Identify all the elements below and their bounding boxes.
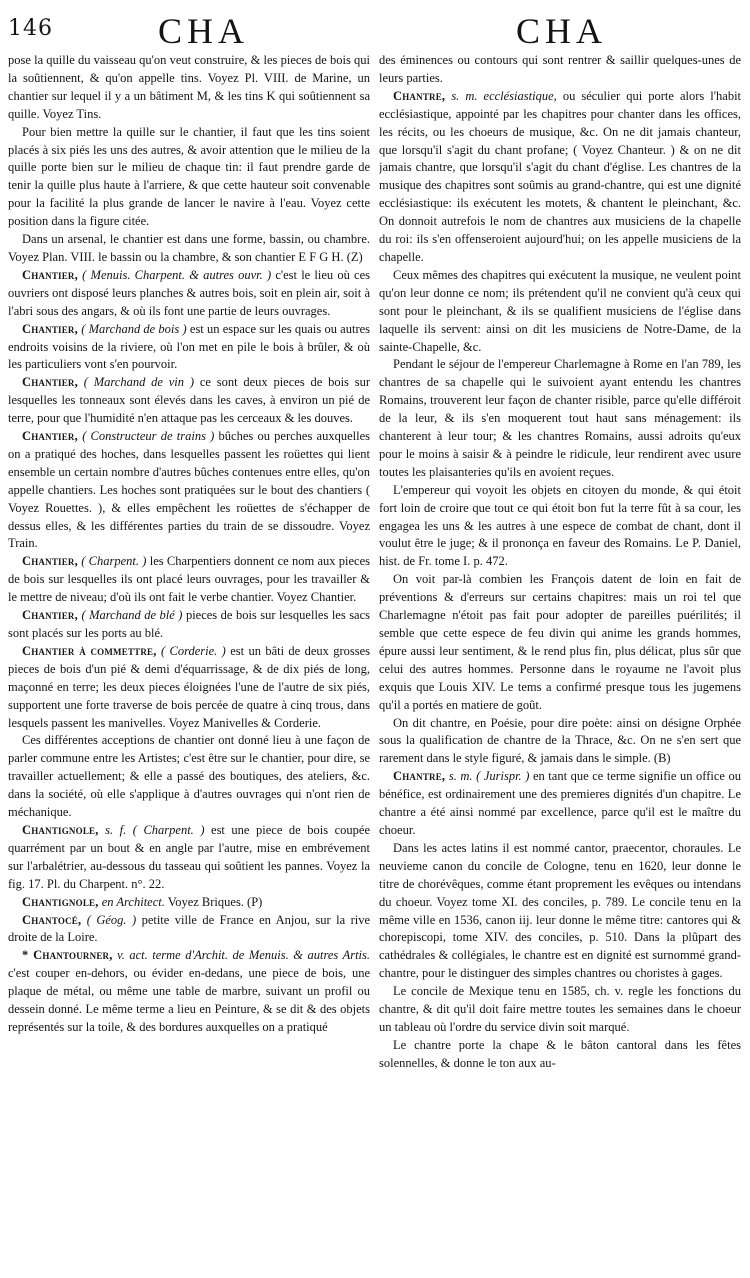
entry-headword: Chantocé, [22,912,82,927]
entry-headword: Chantier à commettre, [22,643,157,658]
page-header [0,0,750,52]
entry-domain: s. f. ( Charpent. ) [105,822,205,837]
entry-domain: ( Marchand de blé ) [81,608,183,623]
dictionary-entry [379,88,741,267]
entry-text: c'est le lieu où ces ouvriers ont disposé leurs planches & autres bois, soit en plein air, soit à l'abri sous des angars, & où ils font une partie de leurs ouvrages. [8,267,370,318]
entry-domain: ( Marchand de vin ) [83,375,194,390]
entry-domain: ( Corderie. ) [160,643,226,658]
entry-text: Le chantre porte la chape & le bâton cantoral dans les fêtes solennelles, & donne le ton aux au- [379,1037,741,1070]
entry-text: petite ville de France en Anjou, sur la rive droite de la Loire. [8,912,370,945]
running-head-left: CHA [158,11,250,51]
paragraph [8,52,370,124]
entry-text: On voit par-là combien les François datent de loin en fait de préventions & d'erreurs sur certains chapitres: mais un roi tel que Charlemagne n'étoit pas fait pour adopter de pareilles puérilités; il semble que cette espece de feu divin qui anime les grands hommes, épure aussi leur sentiment, & le rend plus fin, plus délicat, plus sûr que celui des autres hommes. Personne dans le royaume ne l'avoit plus exquis que Louis XIV. Le tems a confirmé presque tous les jugemens qu'il a portés en matiere de goût. [379,572,741,712]
entry-domain: ( Marchand de bois ) [81,321,187,336]
entry-text: est un bâti de deux grosses pieces de bois d'un pié & demi d'équarrissage, & de dix piés de long, maçonné en terre; les deux pieces éloignées l'une de l'autre de six piés, supportent une forte traverse de bois percée de quatre à cinq trous, dans lesquels passent les manivelles. Voyez Manivelles & Corderie. [8,643,370,730]
dictionary-entry [379,768,741,840]
entry-text: pieces de bois sur lesquelles les sacs sont placés sur les ports au blé. [8,608,370,640]
paragraph [379,356,741,481]
entry-text: des éminences ou contours qui sont rentrer & saillir quelques-unes de leurs parties. [379,53,741,85]
entry-text: L'empereur qui voyoit les objets en citoyen du monde, & qui étoit fort loin de croire que tout ce qui étoit bon fut la terre fût à sa cour, les engagea les uns & les autres à une espece de combat de chant, dont il voulut être le juge; & il prononça en faveur des Romains. Le P. Daniel, hist. de Fr. tome I. p. 472. [379,482,741,569]
paragraph [379,983,741,1037]
dictionary-entry [8,428,370,553]
entry-headword: Chantre, [393,769,446,784]
dictionary-entry [8,374,370,428]
dictionary-entry [8,553,370,607]
entry-domain: ( Menuis. Charpent. & autres ouvr. ) [82,267,272,282]
entry-headword: Chantier, [22,375,78,390]
entry-domain: ( Charpent. ) [81,554,147,569]
entry-text: est une piece de bois coupée quarrément par un bout & en angle par l'autre, mise en embrévement sur l'arbalétrier, au-dessous du tasseau qui soûtient les pannes. Voyez la fig. 17. Pl. du Charpent. n°. 22. [8,822,370,891]
entry-domain: en Architect. [101,894,165,909]
paragraph [379,840,741,983]
dictionary-entry [8,643,370,733]
entry-text: ou séculier qui porte alors l'habit ecclésiastique, appointé par les chapitres pour chanter dans les offices, les récits, ou les choeurs de musique, &c. On ne dit jamais chanteur, que lorsqu'il s'agit du chant profane; ( Voyez Chanteur. ) & on ne dit jamais chantre, que lorsqu'il s'agit du chant d'église. Les chantres de la musique des chapitres sont soûmis au grand-chantre, qui est une dignité ecclésiastique: ils exécutent les motets, & chantent le pleinchant, &c. On donnoit autrefois le nom de chantres aux musiciens de la chapelle du roi: ils s'en offenseroient aujourd'hui; on les appelle musiciens de la chapelle. [379,88,741,264]
entry-text: Ceux mêmes des chapitres qui exécutent la musique, ne veulent point qu'on leur donne ce nom; ils prétendent qu'il ne convient qu'à ceux qui sont pour le pleinchant, & ils se qualifient musiciens de l'église dans laquelle ils servent: ainsi on dit les musiciens de Notre-Dame, de la sainte-Chapelle, &c. [379,267,741,354]
right-column [379,52,741,1272]
entry-text: Dans un arsenal, le chantier est dans une forme, bassin, ou chambre. Voyez Plan. VIII. le bassin ou la chambre, & son chantier E F G H. (Z) [8,232,370,264]
dictionary-entry [8,894,370,912]
paragraph [379,1037,741,1073]
entry-headword: Chantignole, [22,894,99,909]
entry-headword: Chantier, [22,321,78,336]
entry-text: Ces différentes acceptions de chantier ont donné lieu à une façon de parler commune entre les Artistes; c'est être sur le chantier, pour dire, se travailler actuellement; & elle a passé des boutiques, des ateliers, &c. dans la société, où elle s'applique à d'autres ouvrages qui n'ont rien de méchanique. [8,733,370,820]
paragraph [8,124,370,231]
entry-text: Pendant le séjour de l'empereur Charlemagne à Rome en l'an 789, les chantres de sa chapelle qui le suivoient ayant entendu les chantres Romains, trouverent leur façon de chanter risible, parce qu'elle différoit de la leur, & ils s'en moquerent tout haut sans ménagement: ils chanterent à leur tour; & les chantres Romains, aussi adroits qu'eux pour le moins à saisir & à peindre le ridicule, leur rendirent avec usure toutes les plaisanteries qu'ils en avoient reçues. [379,357,741,479]
entry-text: en tant que ce terme signifie un office ou bénéfice, est ordinairement une des premieres dignités d'un chapitre. Le chantre a été ainsi nommé par excellence, parce qu'il est le maître du choeur. [379,769,741,837]
entry-text: Voyez Briques. (P) [167,894,263,909]
entry-headword: Chantignole, [22,822,99,837]
entry-text: les Charpentiers donnent ce nom aux pieces de bois sur lesquelles ils ont placé leurs ouvrages, pour les travailler & le mettre de niveau; d'où ils ont fait le verbe chantier. Voyez Chantier. [8,554,370,605]
dictionary-entry [8,912,370,948]
dictionary-entry [8,267,370,321]
entry-headword: Chantier, [22,429,78,444]
entry-text: est un espace sur les quais ou autres endroits voisins de la riviere, où l'on met en pile le bois à brûler, & où les particuliers vont s'en pourvoir. [8,321,370,372]
entry-text: ce sont deux pieces de bois sur lesquelles les tonneaux sont élevés dans les caves, à environ un pié de terre, pour que l'humidité n'en attaque pas les cerceaux & les douves. [8,375,370,426]
entry-headword: Chantier, [22,608,78,623]
entry-text: bûches ou perches auxquelles on a pratiqué des hoches, dans lesquelles passent les roüettes qui lient ensemble un certain nombre d'autres bûches contenues entre elles, qu'on appelle chantiers. Les hoches sont pratiquées sur le bout des chantiers ( Voyez Rouettes. ), & elles empêchent les roüettes de s'échapper de dessus elles, & les différentes parties du train de se dissoudre. Voyez Train. [8,429,370,551]
entry-text: Le concile de Mexique tenu en 1585, ch. v. regle les fonctions du chantre, & dit qu'il doit faire mettre toutes les semaines dans le choeur un tableau où l'ordre du service divin soit marqué. [379,984,741,1034]
paragraph [379,52,741,88]
paragraph [379,267,741,357]
entry-text: On dit chantre, en Poésie, pour dire poète: ainsi on désigne Orphée sous la qualification de chantre de la Thrace, &c. On ne s'en sert que rarement dans le style figuré, & jamais dans le simple. (B) [379,715,741,766]
entry-text: Pour bien mettre la quille sur le chantier, il faut que les tins soient placés à six piés les uns des autres, & avoir attention que le milieu de la quille porte bien sur le milieu de chaque tin: il faut prendre garde de tenir la quille plus haute à l'arriere, & que cette hauteur soit convenable pour la facilité la plus grande de lancer le navire à l'eau. Voyez cette position dans la figure citée. [8,124,370,229]
paragraph [379,715,741,769]
paragraph [379,482,741,572]
page-number: 146 [8,16,53,41]
entry-domain: v. act. terme d'Archit. de Menuis. & autres Artis. [117,948,370,963]
entry-text: pose la quille du vaisseau qu'on veut construire, & les pieces de bois qui la soûtiennent, & qu'on appelle tins. Voyez Pl. VIII. de Marine, un chantier sur lequel il y a un bâtiment M, & les tins K qui soûtiennent sa quille. Voyez Tins. [8,53,370,121]
entry-domain: ( Constructeur de trains ) [82,429,215,444]
dictionary-entry [8,822,370,894]
paragraph [379,571,741,714]
paragraph [8,732,370,822]
left-column [8,52,370,1272]
entry-headword: Chantier, [22,267,78,282]
dictionary-entry [8,607,370,643]
entry-headword: Chantre, [393,88,446,103]
running-head-right: CHA [516,11,608,51]
entry-text: c'est couper en-dehors, ou évider en-dedans, une piece de bois, une plaque de métal, ou même une table de marbre, suivant un profil ou dessein donné. Le même terme a lieu en Peinture, & se dit & des objets représentés sur la toile, & des bordures auxquelles on a pratiqué [8,966,370,1034]
entry-domain: s. m. ( Jurispr. ) [448,769,530,784]
entry-domain: s. m. ecclésiastique, [451,88,557,103]
dictionary-entry [8,947,370,1037]
entry-headword: * Chantourner, [22,948,113,963]
entry-domain: ( Géog. ) [86,912,137,927]
paragraph [8,231,370,267]
entry-text: Dans les actes latins il est nommé cantor, praecentor, choraules. Le neuvieme canon du concile de Cologne, tenu en 1620, leur donne le titre de chorévêques, comme étant proprement les evêques ou intendans du choeur. Voyez tome XI. des conciles, p. 789. Le concile tenu en la même ville en 1536, canon iij. leur donne le même titre: cantores qui & chorepiscopi, tome XIV. des conciles, p. 510. Dans la plûpart des cathédrales & collégiales, le chantre est en dignité est surnommé grand-chantre, pour le distinguer des simples chantres ou choristes à gages. [379,840,741,981]
dictionary-entry [8,321,370,375]
entry-headword: Chantier, [22,554,78,569]
